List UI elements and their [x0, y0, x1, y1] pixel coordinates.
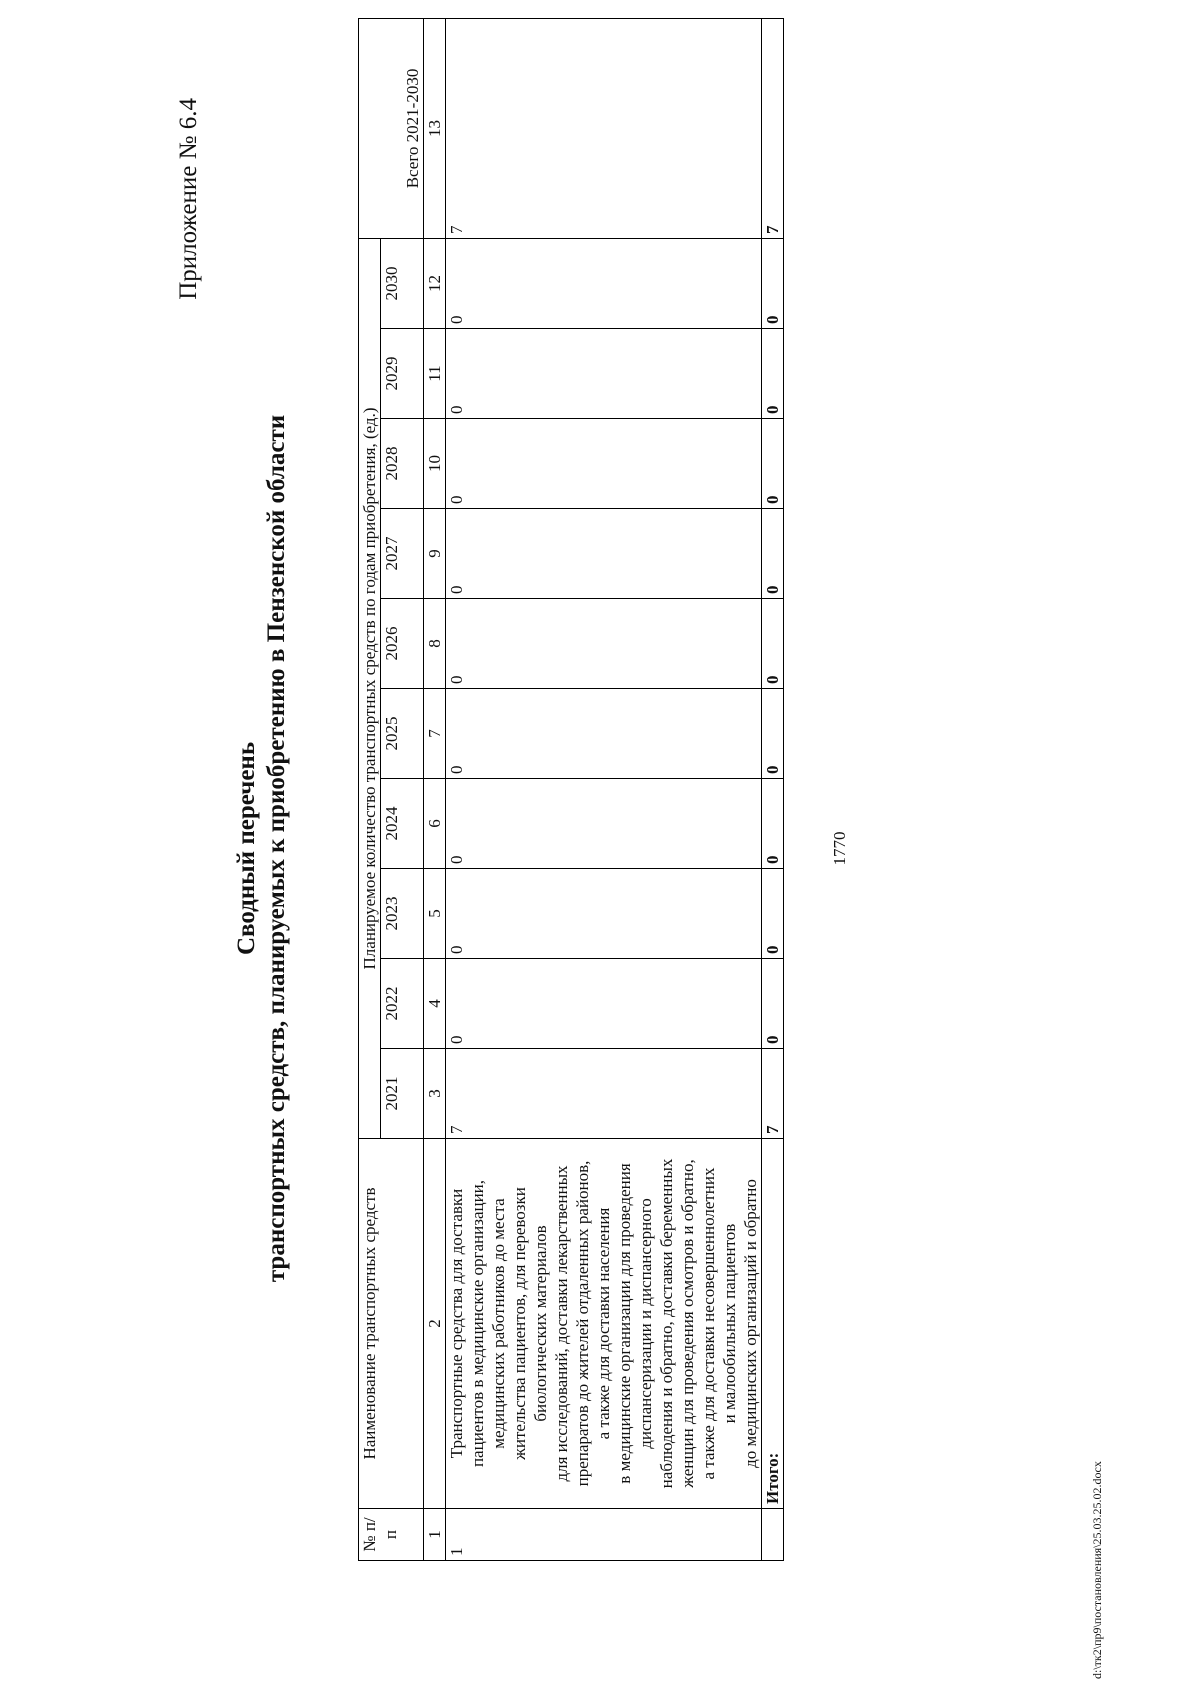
header-name: Наименование транспортных средств	[359, 1139, 424, 1509]
header-group: Планируемое количество транспортных средств по годам приобретения, (ед.)	[359, 238, 381, 1138]
header-year: 2023	[381, 869, 424, 959]
vehicle-name-line: а также для доставки населения	[594, 1207, 613, 1440]
year-value: 0	[446, 779, 762, 869]
total-year-value: 0	[762, 509, 784, 599]
total-year-value: 0	[762, 419, 784, 509]
vehicle-name-line: биологических материалов	[531, 1225, 550, 1422]
document-title-line-1: Сводный перечень	[233, 741, 260, 956]
year-value: 0	[446, 419, 762, 509]
header-year: 2022	[381, 959, 424, 1049]
header-no: № п/п	[359, 1509, 424, 1561]
total-year-value: 0	[762, 238, 784, 328]
column-number: 6	[424, 779, 446, 869]
row-total-value: 7	[446, 18, 762, 238]
header-year: 2028	[381, 419, 424, 509]
vehicle-name-line: Транспортные средства для доставки	[447, 1188, 466, 1459]
year-value: 0	[446, 238, 762, 328]
column-number: 8	[424, 599, 446, 689]
total-label: Итого:	[762, 1139, 784, 1509]
vehicle-name-line: до медицинских организаций и обратно	[741, 1179, 760, 1468]
total-year-value: 7	[762, 1049, 784, 1139]
document-title-line-2: транспортных средств, планируемых к приобретению в Пензенской области	[263, 414, 290, 1283]
vehicle-name-line: женщин для проведения осмотров и обратно,	[678, 1159, 697, 1488]
year-value: 0	[446, 329, 762, 419]
total-year-value: 0	[762, 959, 784, 1049]
grand-total-value: 7	[762, 18, 784, 238]
page-number: 1770	[830, 831, 849, 866]
header-total: Всего 2021-2030	[359, 18, 424, 238]
header-year: 2021	[381, 1049, 424, 1139]
column-number: 10	[424, 419, 446, 509]
header-year: 2029	[381, 329, 424, 419]
column-number: 5	[424, 869, 446, 959]
year-value: 0	[446, 869, 762, 959]
vehicle-name-line: и малообильных пациентов	[720, 1223, 739, 1424]
column-number: 3	[424, 1049, 446, 1139]
vehicle-name-line: а также для доставки несовершеннолетних	[699, 1167, 718, 1480]
total-row-no	[762, 1509, 784, 1561]
vehicle-name-line: жительства пациентов, для перевозки	[510, 1187, 529, 1460]
column-number: 11	[424, 329, 446, 419]
total-year-value: 0	[762, 599, 784, 689]
header-year: 2027	[381, 509, 424, 599]
year-value: 7	[446, 1049, 762, 1139]
column-number: 4	[424, 959, 446, 1049]
year-value: 0	[446, 509, 762, 599]
total-year-value: 0	[762, 869, 784, 959]
vehicle-name-line: препаратов до жителей отдаленных районов,	[573, 1160, 592, 1487]
header-year: 2025	[381, 689, 424, 779]
file-path-footer: d:\тк2\пр9\постановления\25.03.25.02.docx	[1090, 1461, 1104, 1679]
appendix-label: Приложение № 6.4	[175, 98, 202, 300]
year-value: 0	[446, 689, 762, 779]
header-year: 2024	[381, 779, 424, 869]
total-year-value: 0	[762, 329, 784, 419]
vehicle-name-line: в медицинские организации для проведения	[615, 1163, 634, 1484]
vehicle-name-line: медицинских работников до места	[489, 1198, 508, 1449]
row-number: 1	[446, 1509, 762, 1561]
vehicle-name-line: диспансеризации и диспансерного	[636, 1198, 655, 1449]
column-number: 7	[424, 689, 446, 779]
total-year-value: 0	[762, 689, 784, 779]
column-number: 9	[424, 509, 446, 599]
vehicle-name	[446, 1139, 762, 1509]
vehicle-name-line: для исследований, доставки лекарственных	[552, 1165, 571, 1482]
year-value: 0	[446, 599, 762, 689]
header-year: 2030	[381, 238, 424, 328]
column-number: 2	[424, 1139, 446, 1509]
column-number: 13	[424, 18, 446, 238]
vehicles-table	[358, 18, 784, 1561]
header-year: 2026	[381, 599, 424, 689]
vehicle-name-line: пациентов в медицинские организации,	[468, 1179, 487, 1468]
total-year-value: 0	[762, 779, 784, 869]
column-number: 12	[424, 238, 446, 328]
year-value: 0	[446, 959, 762, 1049]
vehicle-name-line: наблюдения и обратно, доставки беременных	[657, 1158, 676, 1489]
column-number: 1	[424, 1509, 446, 1561]
